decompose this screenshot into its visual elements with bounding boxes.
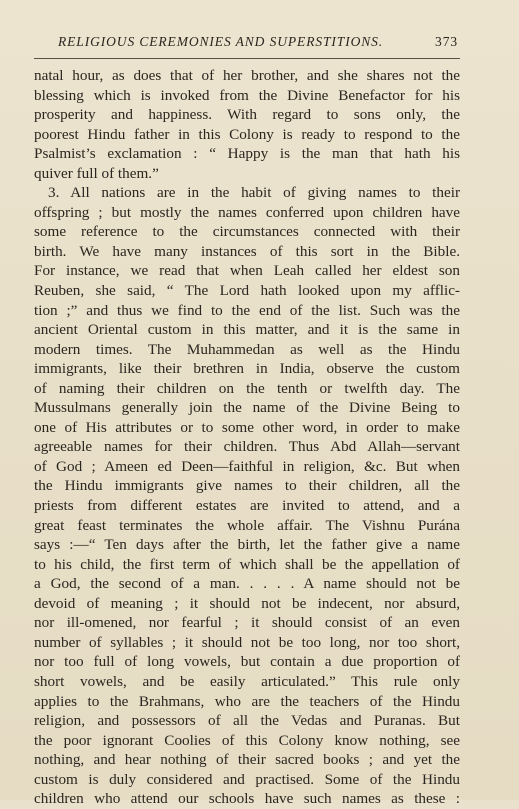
header-rule bbox=[34, 58, 460, 59]
text-line: nor too full of long vowels, but contain a due proportion of bbox=[34, 653, 460, 671]
text-line: offspring ; but mostly the names conferred upon children have bbox=[34, 203, 460, 221]
text-line: the poor ignorant Coolies of this Colony know nothing, see bbox=[34, 731, 460, 749]
text-line: the Hindu immigrants give names to their children, all the bbox=[34, 477, 460, 495]
text-line: nor ill-omened, nor fearful ; it should consist of an even bbox=[34, 614, 460, 632]
text-line: natal hour, as does that of her brother, and she shares not the bbox=[34, 67, 460, 84]
text-line: quiver full of them.” bbox=[34, 164, 159, 182]
body-text bbox=[34, 66, 460, 809]
text-line: of naming their children on the tenth or twelfth day. The bbox=[34, 379, 460, 397]
text-line: agreeable names for their children. Thus Abd Allah—servant bbox=[34, 438, 460, 456]
text-line: a God, the second of a man. . . . . A name should not be bbox=[34, 575, 460, 593]
text-line: religion, and possessors of all the Vedas and Puranas. But bbox=[34, 712, 460, 730]
text-line: Reuben, she said, “ The Lord hath looked upon my afflic- bbox=[34, 282, 460, 300]
text-line: priests from different estates are invited to attend, and a bbox=[34, 497, 460, 515]
text-line: some reference to the circumstances connected with their bbox=[34, 223, 460, 241]
text-line: one of His attributes or to some other word, in order to make bbox=[34, 418, 460, 436]
text-line: immigrants, like their brethren in India, observe the custom bbox=[34, 360, 460, 378]
running-header bbox=[58, 34, 458, 50]
text-line: to his child, the first term of which shall be the appellation of bbox=[34, 555, 460, 573]
running-title: RELIGIOUS CEREMONIES AND SUPERSTITIONS. bbox=[58, 34, 384, 49]
text-line: tion ;” and thus we find to the end of the list. Such was the bbox=[34, 301, 460, 319]
text-line: applies to the Brahmans, who are the teachers of the Hindu bbox=[34, 692, 460, 710]
text-line: devoid of meaning ; it should not be indecent, nor absurd, bbox=[34, 594, 460, 612]
text-line: For instance, we read that when Leah called her eldest son bbox=[34, 262, 460, 280]
page-number: 373 bbox=[435, 34, 458, 49]
text-line: says :—“ Ten days after the birth, let the father give a name bbox=[34, 536, 460, 554]
text-line: nothing, and hear nothing of their sacred books ; and yet the bbox=[34, 751, 460, 769]
text-line: custom is duly considered and practised. Some of the Hindu bbox=[34, 770, 460, 788]
text-line: great feast terminates the whole affair. The Vishnu Purána bbox=[34, 516, 460, 534]
text-line: of God ; Ameen ed Deen—faithful in religion, &c. But when bbox=[34, 457, 460, 475]
text-line: Psalmist’s exclamation : “ Happy is the man that hath his bbox=[34, 145, 460, 163]
text-line: 3. All nations are in the habit of giving names to their bbox=[48, 184, 460, 202]
text-line: modern times. The Muhammedan as well as the Hindu bbox=[34, 340, 460, 358]
text-line: Mussulmans generally join the name of the Divine Being to bbox=[34, 399, 460, 417]
text-line: short vowels, and be easily articulated.” This rule only bbox=[34, 672, 460, 690]
text-line: number of syllables ; it should not be too long, nor too short, bbox=[34, 633, 460, 651]
text-line: blessing which is invoked from the Divine Benefactor for his bbox=[34, 86, 460, 104]
text-line: poorest Hindu father in this Colony is ready to respond to the bbox=[34, 125, 460, 143]
text-line: children who attend our schools have such names as these : bbox=[34, 790, 460, 808]
text-line: prosperity and happiness. With regard to sons only, the bbox=[34, 106, 460, 124]
text-line: birth. We have many instances of this sort in the Bible. bbox=[34, 242, 460, 260]
text-line: ancient Oriental custom in this matter, and it is the same in bbox=[34, 321, 460, 339]
